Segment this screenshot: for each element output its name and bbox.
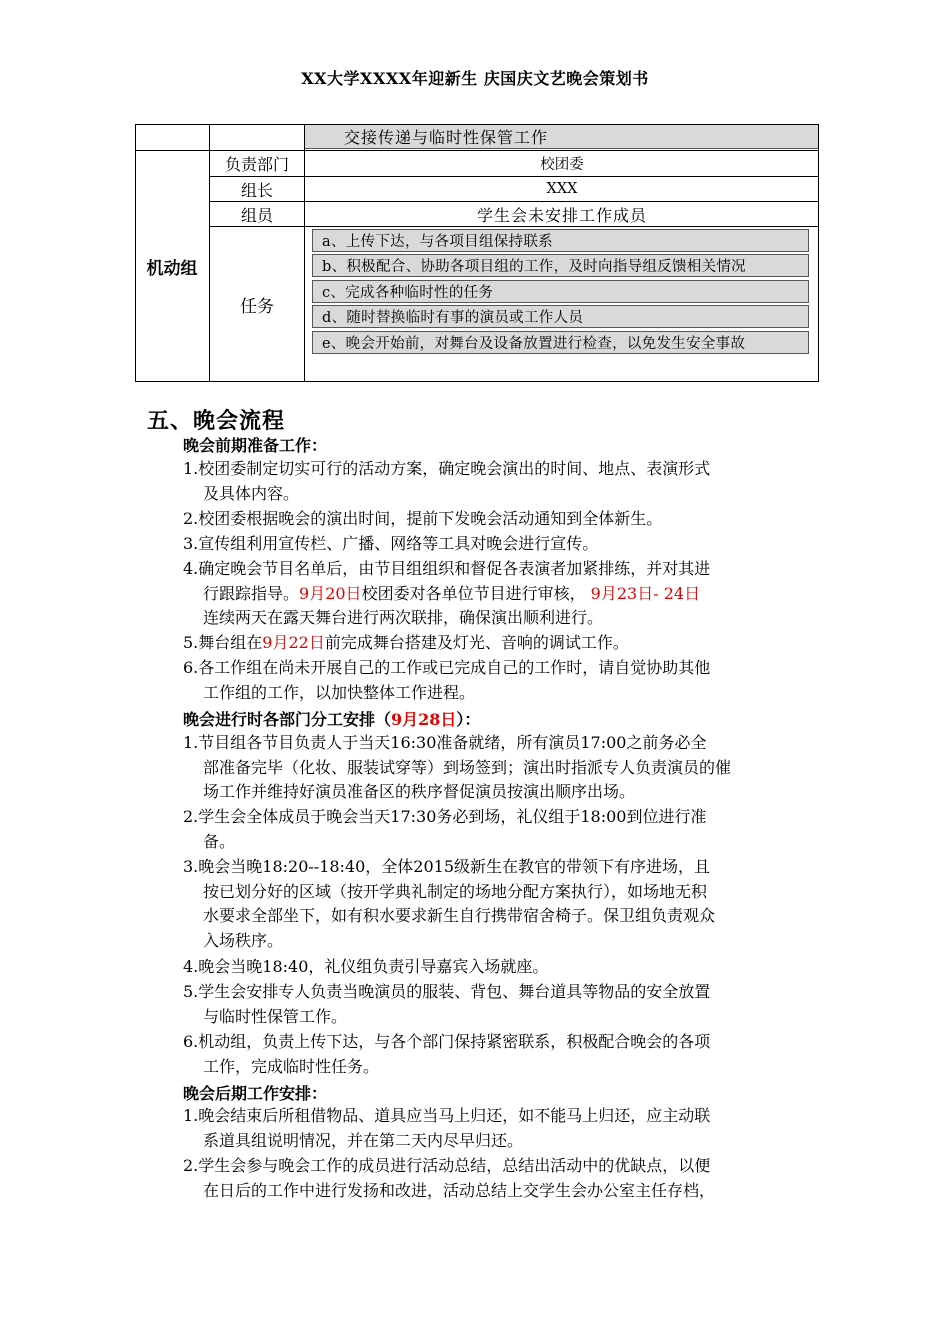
row-label-leader: 组长 [240,180,273,200]
list-item: 6.机动组，负责上传下达，与各个部门保持紧密联系，积极配合晚会的各项 工作，完成临时性任务。 [183,1032,711,1076]
task-item: d、随时替换临时有事的演员或工作人员 [312,305,809,328]
list-item: 4.晚会当晚18:40，礼仪组负责引导嘉宾入场就座。 [183,957,549,976]
section-heading: 五、晚会流程 [147,408,286,434]
list-item: 2.校团委根据晚会的演出时间，提前下发晚会活动通知到全体新生。 [183,509,663,528]
task-item: e、晚会开始前，对舞台及设备放置进行检查，以免发生安全事故 [312,331,809,354]
list-item: 2.学生会参与晚会工作的成员进行活动总结，总结出活动中的优缺点，以便 在日后的工作中进行发扬和改进，活动总结上交学生会办公室主任存档， [183,1156,716,1200]
top-row-text: 交接传递与临时性保管工作 [344,128,549,147]
list-item: 4.确定晚会节目名单后，由节目组组织和督促各表演者加紧排练，并对其进 行跟踪指导。9月20日校团委对各单位节目进行审核， 9月23日- 24日 连续两天在露天舞台进行两次联排，确保演出顺利进行。 [183,559,711,627]
row-value-department: 校团委 [540,157,584,173]
row-label-members: 组员 [240,205,273,225]
list-item: 1.晚会结束后所租借物品、道具应当马上归还，如不能马上归还，应主动联 系道具组说明情况，并在第二天内尽早归还。 [183,1106,711,1150]
task-item: a、上传下达，与各项目组保持联系 [312,229,809,252]
task-label: 任务 [240,297,274,317]
list-item: 2.学生会全体成员于晚会当天17:30务必到场，礼仪组于18:00到位进行准 备。 [183,807,707,851]
list-item: 6.各工作组在尚未开展自己的工作或已完成自己的工作时，请自觉协助其他 工作组的工作，以加快整体工作进程。 [183,658,711,702]
list-item: 3.宣传组利用宣传栏、广播、网络等工具对晚会进行宣传。 [183,534,599,553]
list-item: 5.舞台组在9月22日前完成舞台搭建及灯光、音响的调试工作。 [183,633,629,652]
group-name: 机动组 [146,259,198,279]
document-title: XX大学XXXX年迎新生 庆国庆文艺晚会策划书 [301,69,649,88]
post-event-title: 晚会后期工作安排： [183,1084,328,1103]
row-label-department: 负责部门 [224,155,289,174]
list-item: 3.晚会当晚18:20--18:40，全体2015级新生在教官的带领下有序进场，且 按已划分好的区域（按开学典礼制定的场地分配方案执行），如场地无积 水要求全部坐下，如有积水要求新生自行携带宿舍椅子。保卫组负责观众 入场秩序。 [183,857,716,950]
task-item: c、完成各种临时性的任务 [312,280,809,303]
row-value-members: 学生会未安排工作成员 [476,205,647,225]
row-value-leader: XXX [546,181,578,197]
list-item: 5.学生会安排专人负责当晚演员的服装、背包、舞台道具等物品的安全放置 与临时性保管工作。 [183,982,711,1026]
during-event-title: 晚会进行时各部门分工安排（9月28日）： [183,710,481,729]
list-item: 1.校团委制定切实可行的活动方案，确定晚会演出的时间、地点、表演形式 及具体内容。 [183,459,711,503]
pre-event-title: 晚会前期准备工作： [183,436,328,455]
list-item: 1.节目组各节目负责人于当天16:30准备就绪，所有演员17:00之前务必全 部准备完毕（化妆、服装试穿等）到场签到；演出时指派专人负责演员的催 场工作并维持好演员准备区的秩序督促演员按演出顺序出场。 [183,733,732,801]
task-item: b、积极配合、协助各项目组的工作，及时向指导组反馈相关情况 [312,254,809,277]
